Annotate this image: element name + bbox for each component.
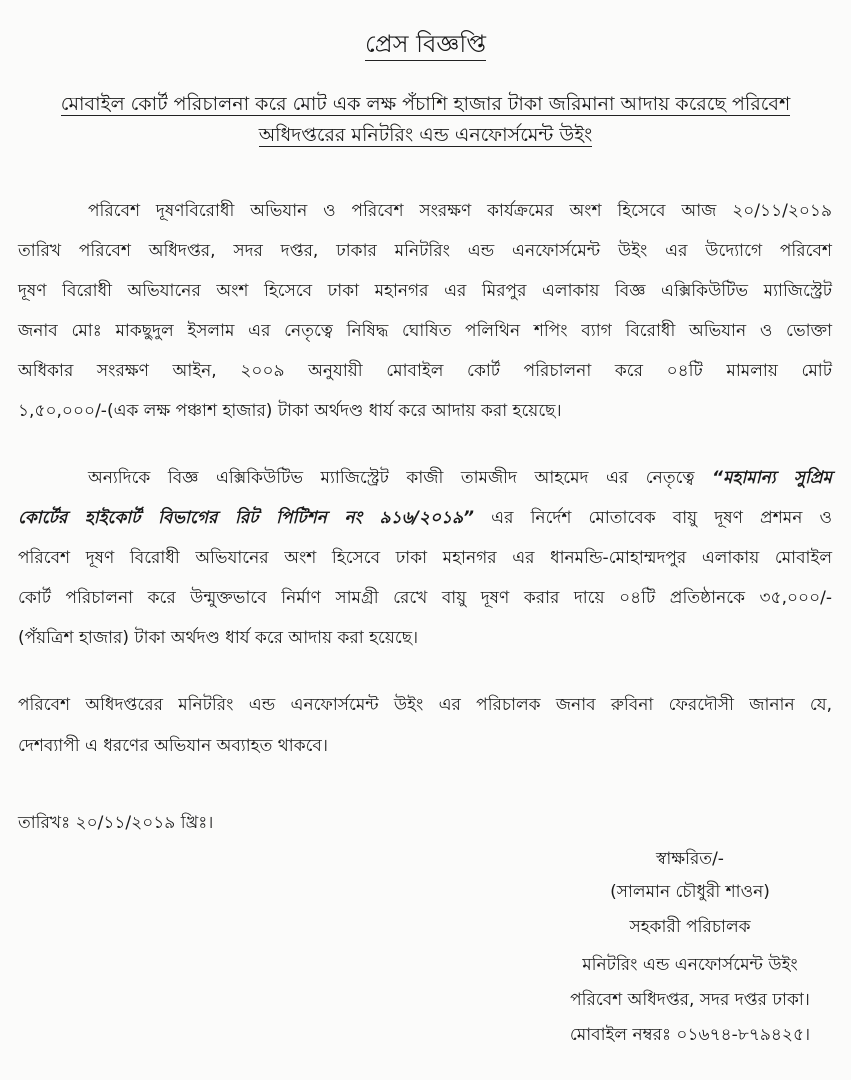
case-reference: “মহামান্য সুপ্রিম bbox=[712, 468, 833, 488]
paragraph-line: (পঁয়ত্রিশ হাজার) টাকা অর্থদণ্ড ধার্য করে আদায় করা হয়েছে। bbox=[18, 628, 419, 648]
date: তারিখঃ ২০/১১/২০১৯ খ্রিঃ। bbox=[18, 813, 214, 833]
paragraph-line: অধিকার সংরক্ষণ আইন, ২০০৯ অনুযায়ী মোবাইল কোর্ট পরিচালনা করে ০৪টি মামলায় মোট bbox=[18, 361, 832, 381]
paragraph-line: পরিবেশ দূষণ বিরোধী অভিযানের অংশ হিসেবে ঢাকা মহানগর এর ধানমন্ডি-মোহাম্মদপুর এলাকায় মোবাইল bbox=[18, 548, 832, 568]
paragraph-line: তারিখ পরিবেশ অধিদপ্তর, সদর দপ্তর, ঢাকার মনিটরিং এন্ড এনফোর্সমেন্ট উইং এর উদ্যোগে পরিবেশ bbox=[18, 241, 832, 261]
paragraph-line: কোর্টের হাইকোর্ট বিভাগের রিট পিটিশন নং ৯১৬/২০১৯” এর নির্দেশ মোতাবেক বায়ু দূষণ প্রশমন ও bbox=[18, 508, 833, 528]
headline-line-2: অধিদপ্তরের মনিটরিং এন্ড এনফোর্সমেন্ট উইং bbox=[258, 124, 593, 146]
signatory-name: (সালমান চৌধুরী শাওন) bbox=[610, 882, 770, 902]
paragraph-line: জনাব মোঃ মাকছুদুল ইসলাম এর নেতৃত্বে নিষিদ্ধ ঘোষিত পলিথিন শপিং ব্যাগ বিরোধী অভিযান ও ভোক্তা bbox=[18, 321, 832, 341]
paragraph-line: ১,৫০,০০০/-(এক লক্ষ পঞ্চাশ হাজার) টাকা অর্থদণ্ড ধার্য করে আদায় করা হয়েছে। bbox=[18, 401, 562, 421]
signatory-mobile: মোবাইল নম্বরঃ ০১৬৭৪-৮৭৯৪২৫। bbox=[569, 1025, 811, 1045]
signed-label: স্বাক্ষরিত/- bbox=[656, 849, 724, 869]
case-reference: কোর্টের হাইকোর্ট বিভাগের রিট পিটিশন নং ৯১৬/২০১৯” bbox=[18, 508, 475, 528]
paragraph-line: পরিবেশ অধিদপ্তরের মনিটরিং এন্ড এনফোর্সমেন্ট উইং এর পরিচালক জনাব রুবিনা ফেরদৌসী জানান যে, bbox=[18, 695, 832, 715]
paragraph-line: দেশব্যাপী এ ধরণের অভিযান অব্যাহত থাকবে। bbox=[18, 736, 328, 756]
paragraph-line: অন্যদিকে বিজ্ঞ এক্সিকিউটিভ ম্যাজিস্ট্রেট কাজী তামজীদ আহমেদ এর নেতৃত্বে “মহামান্য সুপ্রিম bbox=[88, 468, 833, 488]
paragraph-line: দূষণ বিরোধী অভিযানের অংশ হিসেবে ঢাকা মহানগর এর মিরপুর এলাকায় বিজ্ঞ এক্সিকিউটিভ ম্যাজিস্ট্রেট bbox=[18, 281, 832, 301]
page-title: প্রেস বিজ্ঞপ্তি bbox=[0, 26, 851, 66]
signatory-wing: মনিটরিং এন্ড এনফোর্সমেন্ট উইং bbox=[582, 955, 798, 975]
paragraph-line: পরিবেশ দূষণবিরোধী অভিযান ও পরিবেশ সংরক্ষণ কার্যক্রমের অংশ হিসেবে আজ ২০/১১/২০১৯ bbox=[88, 201, 832, 221]
signatory-designation: সহকারী পরিচালক bbox=[629, 917, 751, 937]
headline-line-1: মোবাইল কোর্ট পরিচালনা করে মোট এক লক্ষ পঁচাশি হাজার টাকা জরিমানা আদায় করেছে পরিবেশ bbox=[60, 93, 791, 115]
paragraph-line: কোর্ট পরিচালনা করে উন্মুক্তভাবে নির্মাণ সামগ্রী রেখে বায়ু দূষণ করার দায়ে ০৪টি প্রতিষ্ঠানকে ৩৫,০০০/- bbox=[18, 588, 832, 608]
signatory-office: পরিবেশ অধিদপ্তর, সদর দপ্তর ঢাকা। bbox=[570, 990, 810, 1010]
